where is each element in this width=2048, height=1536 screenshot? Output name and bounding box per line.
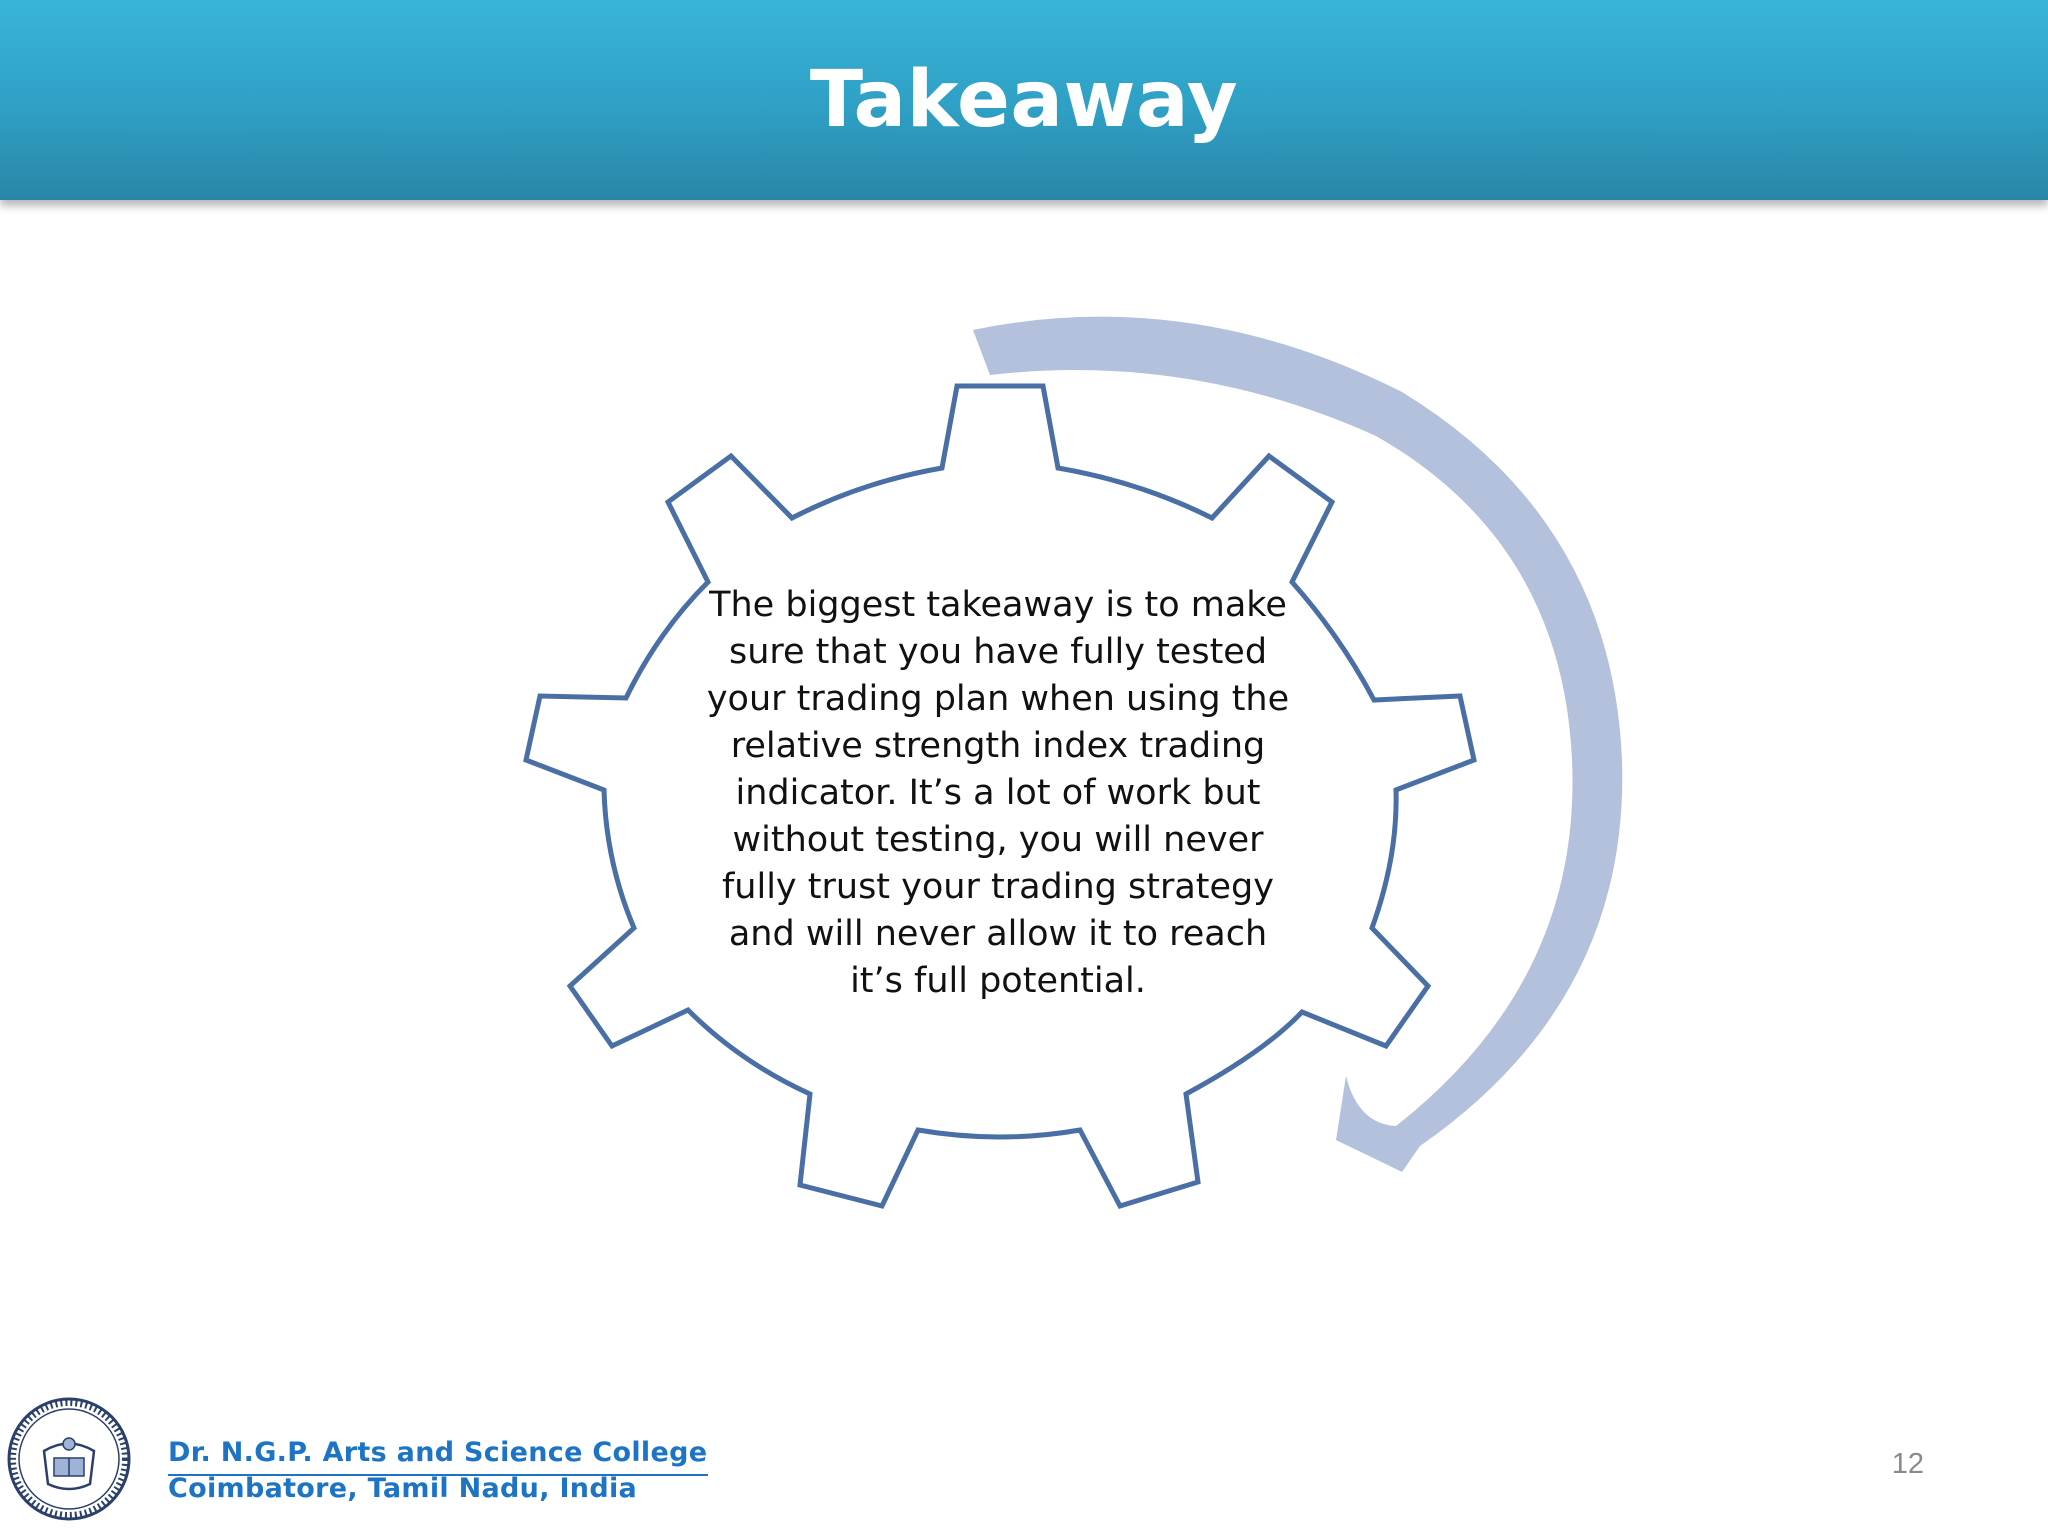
slide-title: Takeaway (809, 55, 1239, 145)
page-number: 12 (1891, 1448, 1924, 1480)
college-location: Coimbatore, Tamil Nadu, India (168, 1473, 638, 1504)
college-name: Dr. N.G.P. Arts and Science College (168, 1437, 708, 1468)
gear-body-text: The biggest takeaway is to make sure that you have fully tested your trading plan when using the relative strength index trading indicator. It’s a lot of work but without testing, you will never fully trust your trading strategy and will never allow it to reach it’s full potential. (706, 585, 1290, 1001)
college-seal-icon (6, 1396, 132, 1522)
